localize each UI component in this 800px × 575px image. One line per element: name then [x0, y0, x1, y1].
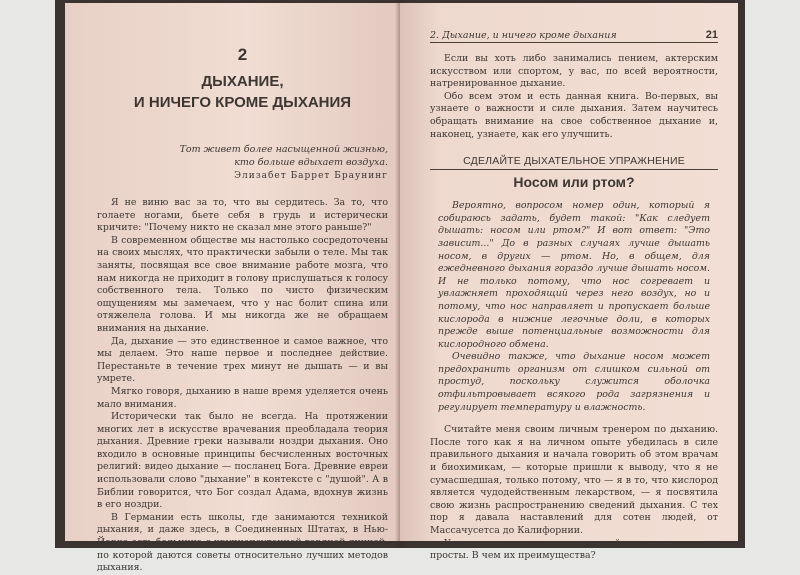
- chapter-title-line1: ДЫХАНИЕ,: [201, 73, 284, 90]
- exercise-box: [430, 200, 718, 414]
- left-page: [65, 3, 400, 574]
- left-page-body: [97, 197, 388, 575]
- page-number: 21: [705, 29, 718, 41]
- exercise-paragraph: Очевидно также, что дыхание носом может предохранить организм от слишком сильной от простуд, поскольку служится оболочка отфильтровывает всякого рода загрязнения и регулирует температуру и влажность.: [438, 351, 710, 413]
- paragraph: В современном обществе мы настолько сосредоточены на своих мыслях, что практически забыли о теле. Мы так заняты, посвящая все свое внимание работе мозга, что нам никогда не приходит в голову прислушаться к голосу собственного тела. Только по чисто физическим ощущениям мы замечаем, что у нас болит спина или отяжелела голова. И мы никогда же не обращаем внимания на дыхание.: [97, 234, 388, 334]
- paragraph: Упражнения по дыханию действительно очень просты. В чем их преимущества?: [430, 537, 718, 562]
- paragraph: Исторически так было не всегда. На протяжении многих лет в искусстве врачевания преобладала теория дыхания. Древние греки называли ноздри дыхания. Оно входило в основные принципы бесчисленных восточных религий: видео дыхание — посланец Бога. Древние евреи использовали слово "дыхание" в контексте с "душой". А в Библии говорится, что Бог создал Адама, вдохнув жизнь в его ноздри.: [97, 411, 388, 511]
- epigraph-line2: кто больше вдыхает воздуха.: [234, 157, 388, 168]
- paragraph: В Германии есть школы, где занимаются техникой дыхания, и даже здесь, в Соединенных Штатах, в Нью-Йорке есть больница с крупнопсуточной горячей линией, по которой даются советы относительно лучших методов дыхания.: [97, 511, 388, 574]
- paragraph: Обо всем этом и есть данная книга. Во-первых, вы узнаете о важности и силе дыхания. Затем научитесь обращать внимание на свое собственное дыхание и, наконец, узнаете, как его улучшить.: [430, 90, 718, 140]
- open-book: [55, 0, 745, 574]
- epigraph: [97, 143, 388, 169]
- chapter-title-line2: И НИЧЕГО КРОМЕ ДЫХАНИЯ: [133, 94, 352, 111]
- epigraph-author: Элизабет Баррет Браунинг: [234, 171, 388, 181]
- running-header: [430, 29, 718, 43]
- chapter-number: 2: [237, 45, 248, 64]
- paragraph: Мягко говоря, дыханию в наше время уделяется очень мало внимания.: [97, 385, 388, 410]
- epigraph-line1: Тот живет более насыщенной жизнью,: [179, 144, 388, 155]
- paragraph: Если вы хоть либо занимались пением, актерским искусством или спортом, у вас, по всей вероятности, натренированное дыхание.: [430, 53, 718, 90]
- right-page-intro: [430, 53, 718, 141]
- paragraph: Я не виню вас за то, что вы сердитесь. За то, что голаете ногами, бьете себя в грудь и истерически кричите: "Почему никто не сказал мне этого раньше?": [97, 197, 388, 234]
- right-page-body: [430, 424, 718, 563]
- right-page: [400, 3, 738, 562]
- paragraph: Считайте меня своим личным тренером по дыханию. После того как я на личном опыте убедилась в силе правильного дыхания и начала говорить об этом врачам и биохимикам, — которые пришли к выводу, что я не сумасшедшая, только потому, что — я в то, что кислород является чудодейственным лекарством, — я посвятила свою жизнь распространению сведений дыхания. С тех пор я давала наставлений для сотен людей, от Массачусетса до Калифорнии.: [430, 424, 718, 536]
- section-title: СДЕЛАЙТЕ ДЫХАТЕЛЬНОЕ УПРАЖНЕНИЕ: [430, 155, 718, 170]
- running-title: 2. Дыхание, и ничего кроме дыхания: [430, 30, 617, 41]
- paragraph: Да, дыхание — это единственное и самое важное, что мы делаем. Это наше первое и последнее действие. Перестаньте в течение трех минут не дышать — и вы умрете.: [97, 335, 388, 385]
- section-subtitle: Носом или ртом?: [513, 174, 635, 191]
- chapter-title: [97, 71, 388, 113]
- exercise-paragraph: Вероятно, вопросом номер один, который я собираюсь задать, будет такой: "Как следует дышать: носом или ртом?" И вот ответ: "Это зависит..." До в разных случаях лучше дышать носом, в других — ртом. Но, в общем, для ежедневного дыхания гораздо лучше дышать носом. И не только потому, что нос согревает и увлажняет проходящий через него воздух, но и потому, что нос направляет и пропускает больше кислорода в нижние легочные доли, в которых прежде выше потенциальные возможности для кислородного обмена.: [438, 200, 710, 350]
